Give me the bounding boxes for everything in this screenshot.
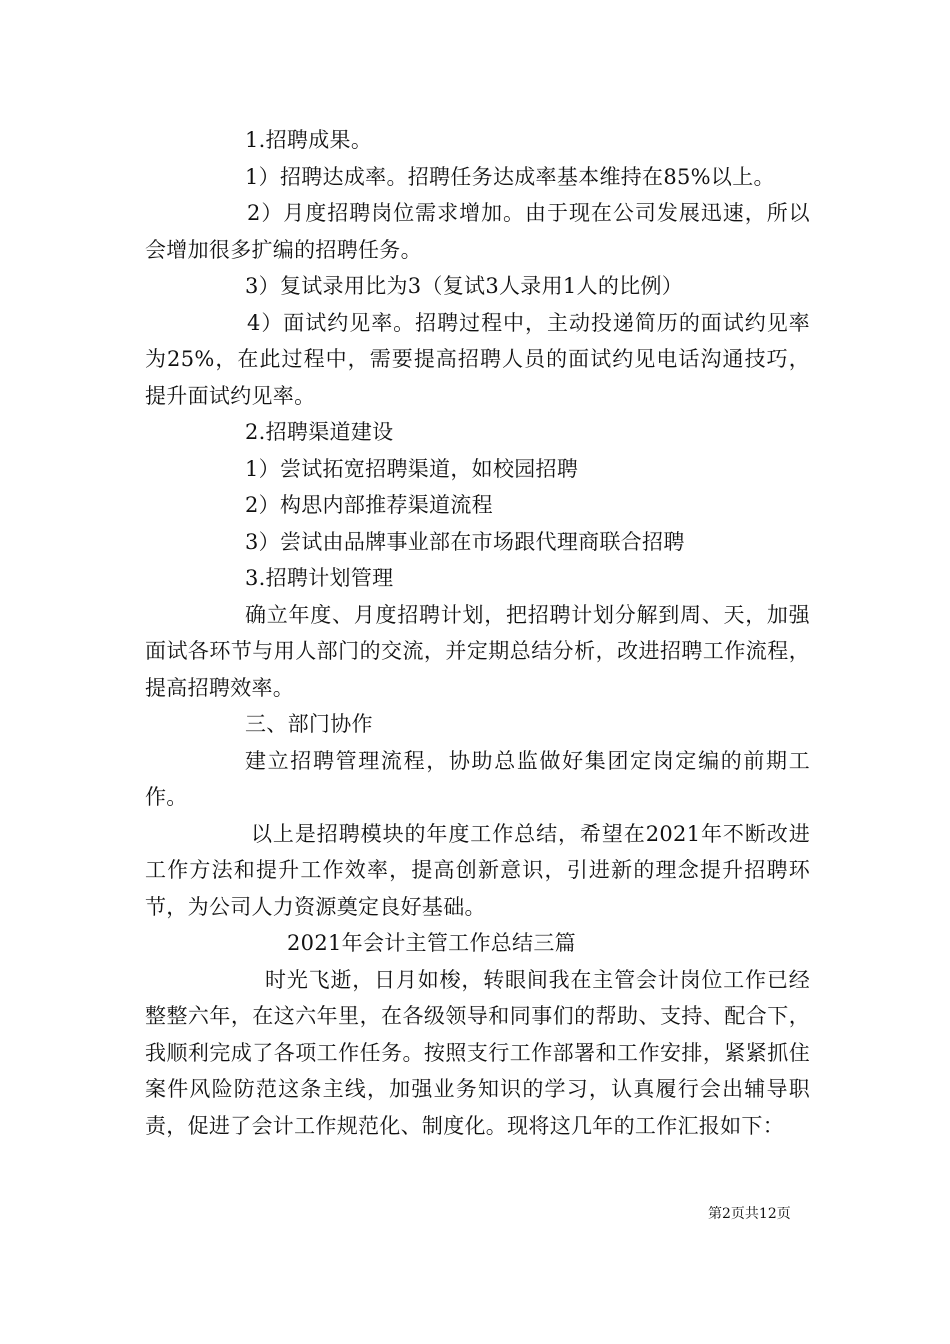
document-body <box>145 122 810 1144</box>
section-heading-department-collaboration: 三、部门协作 <box>245 712 373 736</box>
section-heading-channel-building: 2.招聘渠道建设 <box>245 420 394 444</box>
section-heading-recruitment-results: 1.招聘成果。 <box>245 128 373 152</box>
paragraph: 3）尝试由品牌事业部在市场跟代理商联合招聘 <box>245 529 685 554</box>
document-title: 2021年会计主管工作总结三篇 <box>287 931 576 955</box>
paragraph: 1）招聘达成率。招聘任务达成率基本维持在85%以上。 <box>245 164 775 189</box>
page-number: 第2页共12页 <box>708 1206 791 1222</box>
paragraph: 2）构思内部推荐渠道流程 <box>245 493 493 517</box>
paragraph: 建立招聘管理流程，协助总监做好集团定岗定编的前期工作。 <box>145 748 810 809</box>
paragraph: 以上是招聘模块的年度工作总结，希望在2021年不断改进工作方法和提升工作效率，提高创新意识，引进新的理念提升招聘环节，为公司人力资源奠定良好基础。 <box>145 821 810 919</box>
paragraph: 确立年度、月度招聘计划，把招聘计划分解到周、天，加强面试各环节与用人部门的交流，并定期总结分析，改进招聘工作流程，提高招聘效率。 <box>145 602 810 700</box>
paragraph: 2）月度招聘岗位需求增加。由于现在公司发展迅速，所以会增加很多扩编的招聘任务。 <box>145 201 810 262</box>
paragraph: 3）复试录用比为3（复试3人录用1人的比例） <box>245 274 684 298</box>
paragraph: 4）面试约见率。招聘过程中，主动投递简历的面试约见率为25%，在此过程中，需要提高招聘人员的面试约见电话沟通技巧，提升面试约见率。 <box>145 310 810 408</box>
paragraph: 时光飞逝，日月如梭，转眼间我在主管会计岗位工作已经整整六年，在这六年里，在各级领导和同事们的帮助、支持、配合下，我顺利完成了各项工作任务。按照支行工作部署和工作安排，紧紧抓住案件风险防范这条主线，加强业务知识的学习，认真履行会出辅导职责，促进了会计工作规范化、制度化。现将这几年的工作汇报如下： <box>145 967 810 1138</box>
paragraph: 1）尝试拓宽招聘渠道，如校园招聘 <box>245 456 579 481</box>
section-heading-plan-management: 3.招聘计划管理 <box>245 566 394 590</box>
